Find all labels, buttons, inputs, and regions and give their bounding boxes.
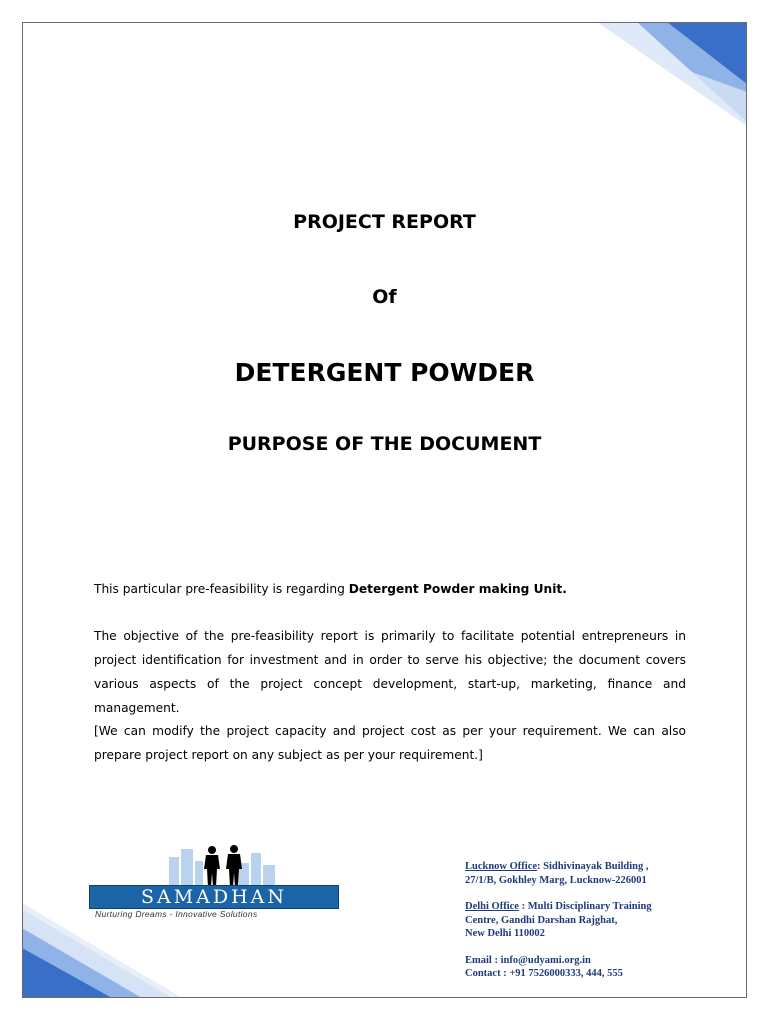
skyline-people-icon xyxy=(89,843,339,887)
delhi-office-label: Delhi Office xyxy=(465,901,519,912)
paragraph-note: [We can modify the project capacity and project cost as per your requirement. We can also prepare project report on any subject as per your requirement.] xyxy=(94,724,686,762)
title-of: Of xyxy=(372,286,397,308)
contact-phone: Contact : +91 7526000333, 444, 555 xyxy=(465,968,623,979)
paragraph-objective: The objective of the pre-feasibility report is primarily to facilitate potential entrepreneurs in project identification for investment and in order to serve his objective; the document covers various aspects of the project concept development, start-up, marketing, finance and management. xyxy=(94,629,686,715)
lucknow-office-line1: Lucknow Office: Sidhivinayak Building , xyxy=(465,861,649,872)
title-purpose: PURPOSE OF THE DOCUMENT xyxy=(227,433,542,455)
lucknow-office-line2: 27/1/B, Gokhley Marg, Lucknow-226001 xyxy=(465,874,647,886)
delhi-office-line1: Delhi Office : Multi Disciplinary Training xyxy=(465,901,652,912)
document-page xyxy=(22,22,747,998)
title-project-report: PROJECT REPORT xyxy=(293,211,476,233)
logo-tagline: Nurturing Dreams - Innovative Solutions xyxy=(95,909,258,919)
corner-decoration-top-right xyxy=(597,22,747,127)
title-product: DETERGENT POWDER xyxy=(234,358,535,387)
contact-block xyxy=(465,860,735,981)
delhi-office-line2: Centre, Gandhi Darshan Rajghat, xyxy=(465,914,618,926)
delhi-office-line3: New Delhi 110002 xyxy=(465,928,545,939)
lucknow-office-label: Lucknow Office xyxy=(465,861,538,872)
contact-email: Email : info@udyami.org.in xyxy=(465,954,591,966)
logo-name: SAMADHAN xyxy=(89,885,339,909)
paragraph-intro-bold: Detergent Powder making Unit. xyxy=(348,582,567,596)
paragraph-intro-text: This particular pre-feasibility is regarding xyxy=(94,582,349,596)
corner-decoration-bottom-left xyxy=(22,903,182,998)
paragraph-intro xyxy=(94,577,686,601)
